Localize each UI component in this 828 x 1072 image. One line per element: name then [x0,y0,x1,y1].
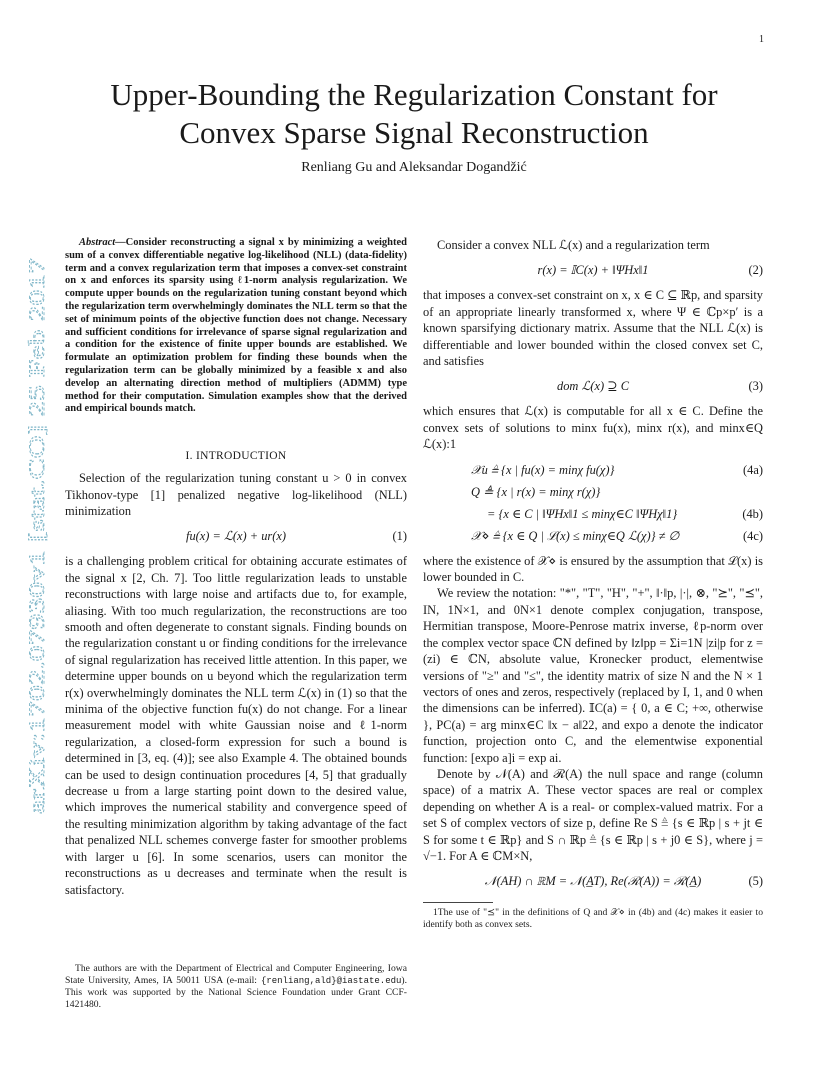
page-number: 1 [759,34,764,45]
null-space-paragraph: Denote by 𝒩(A) and ℛ(A) the null space and range (column space) of a matrix A. These vector spaces are real or complex depending on whether A is a real- or complex-valued matrix. For a set S of complex vectors of size p, define Re S ≜ {s ∈ ℝp | s + jt ∈ S for some t ∈ ℝp} and S ∩ ℝp ≜ {s ∈ ℝp | s + j0 ∈ S}, where j = √−1. For A ∈ ℂM×N, [423,766,763,863]
equation-1-number: (1) [392,529,407,544]
footnote-divider [423,902,493,903]
title-line-2: Convex Sparse Signal Reconstruction [179,115,649,150]
intro-paragraph-1: Selection of the regularization tuning constant u > 0 in convex Tikhonov-type [1] penalized negative log-likelihood (NLL) minimization [65,471,407,518]
arxiv-identifier: arXiv:1702.07930v1 [stat.CO] 25 Feb 2017 [24,420,49,814]
notation-paragraph: We review the notation: "*", "T", "H", "+", ‖·‖p, |·|, ⊗, "⪰", "⪯", IN, 1N×1, and 0N×1 denote complex conjugation, transpose, Hermitian transpose, Moore-Penrose matrix inverse, ℓp-norm over the complex vector space ℂN defined by ‖z‖pp = Σi=1N |zi|p for z = (zi) ∈ ℂN, absolute value, Kronecker product, elementwise versions of "≥" and "≤", the identity matrix of size N and the N × 1 vectors of ones and zeros, respectively (replaced by I, 1, and 0 when the dimensions can be inferred). 𝕀C(a) = { 0, a ∈ C; +∞, otherwise }, PC(a) = arg minx∈C ‖x − a‖22, and expo a denote the indicator function, projection onto C, and the elementwise exponential function: [expo a]i = exp ai. [423,586,763,765]
equation-4c-body: 𝒳⋄ ≜ {x ∈ Q | ℒ(x) ≤ minχ∈Q ℒ(χ)} ≠ ∅ [471,528,680,543]
right-column [423,237,763,931]
abstract-text: —Consider reconstructing a signal x by minimizing a weighted sum of a convex differentiable negative log-likelihood (NLL) (data-fidelity) term and a convex regularization term that imposes a convex-set constraint on x and enforces its sparsity using ℓ1-norm analysis regularization. We compute upper bounds on the regularization tuning constant beyond which the regularization term overwhelmingly dominates the NLL term so that the set of minimum points of the objective function does not change. Necessary and sufficient conditions for irrelevance of sparse signal regularization and a condition for the existence of finite upper bounds are established. We formulate an optimization problem for finding these bounds when the regularization term can be globally minimized by a feasible x and also develop an alternating direction method of multipliers (ADMM) type method for their computation. Simulation examples show that the derived and empirical bounds match. [65,237,407,415]
equation-3-number: (3) [748,379,763,394]
equation-4b-number: (4b) [742,506,763,521]
equation-5 [423,870,763,892]
right-paragraph-1: Consider a convex NLL ℒ(x) and a regularization term [437,238,710,252]
convex-set-footnote: 1The use of "⪯" in the definitions of Q and 𝒳⋄ in (4b) and (4c) makes it easier to identify both as convex sets. [423,907,763,930]
authors: Renliang Gu and Aleksandar Dogandžić [301,160,527,175]
equation-1-body: fu(x) = ℒ(x) + ur(x) [186,529,286,544]
arxiv-watermark [22,254,52,814]
equation-4 [423,459,763,547]
footnote-affiliation: The authors are with the Department of Electrical and Computer Engineering, Iowa State University, Ames, IA 50011 USA (e-mail: [65,963,407,986]
abstract [65,237,407,416]
paper-title [60,76,768,152]
equation-4b-body-1: Q ≜ {x | r(x) = minχ r(χ)} [471,484,601,499]
section-heading-introduction: I. INTRODUCTION [185,450,287,463]
right-paragraph-4: where the existence of 𝒳⋄ is ensured by the assumption that ℒ(x) is lower bounded in C. [423,553,763,585]
left-column [65,237,407,898]
author-footnote [65,963,407,1010]
right-paragraph-2: that imposes a convex-set constraint on x, x ∈ C ⊆ ℝp, and sparsity of an appropriate linearly transformed x, where Ψ ∈ ℂp×p′ is a known sparsifying dictionary matrix. Assume that the NLL ℒ(x) is differentiable and lower bounded within the closed convex set C, and satisfies [423,288,763,369]
title-line-1: Upper-Bounding the Regularization Constant for [110,77,718,112]
equation-2 [423,259,763,281]
equation-4b-body-2: = {x ∈ C | ‖ΨHx‖1 ≤ minχ∈C ‖ΨHχ‖1} [487,506,678,521]
abstract-lead: Abstract [79,237,116,248]
equation-3-body: dom ℒ(x) ⊇ C [557,379,629,394]
right-paragraph-3: which ensures that ℒ(x) is computable for all x ∈ C. Define the convex sets of solutions to minx fu(x), minx r(x), and minx∈Q ℒ(x):1 [423,404,763,452]
footnote-email: {renliang,ald}@iastate.edu [260,975,402,986]
equation-3 [423,375,763,397]
equation-4b-line-1 [423,481,763,503]
equation-2-number: (2) [748,263,763,278]
equation-2-body: r(x) = 𝕀C(x) + ‖ΨHx‖1 [537,263,649,278]
equation-5-body: 𝒩(AH) ∩ ℝM = 𝒩(A̲T), Re(ℛ(A)) = ℛ(A̲) [484,874,702,889]
equation-4a [423,459,763,481]
equation-4b-line-2 [423,503,763,525]
equation-4c [423,525,763,547]
equation-4c-number: (4c) [743,528,763,543]
equation-4a-body: 𝒳u ≜ {x | fu(x) = minχ fu(χ)} [471,462,615,477]
equation-1 [65,525,407,547]
intro-paragraph-2: is a challenging problem critical for obtaining accurate estimates of the signal x [2, Ch. 7]. Too little regularization leads to unstable reconstructions with large noise and artifacts due to, for example, aliasing. With too much regularization, the reconstructions are too smooth and often degenerate to constant signals. Finding bounds on the regularization constant u or finding conditions for the irrelevance of signal regularization has received little attention. In this paper, we determine upper bounds on u beyond which the regularization term r(x) overwhelmingly dominates the NLL term ℒ(x) in (1) so that the minima of the objective function fu(x) do not change. For a linear measurement model with white Gaussian noise and ℓ1-norm regularization, a closed-form expression for such a bound is determined in [3, eq. (4)]; see also Example 4. The obtained bounds can be used to design continuation procedures [4, 5] that gradually decrease u from a large starting point down to the desired value, which improves the numerical stability and convergence speed of the resulting minimization algorithm by taking advantage of the fact that penalized NLL schemes converge faster for smoother problems with larger u [6]. In some scenarios, users can monitor the reconstructions as u decreases and terminate when the result is satisfactory. [65,554,407,897]
equation-5-number: (5) [748,874,763,889]
footnote-funding: ). This work was supported by the National Science Foundation under Grant CCF-1421480. [65,974,407,1010]
equation-4a-number: (4a) [743,462,763,477]
